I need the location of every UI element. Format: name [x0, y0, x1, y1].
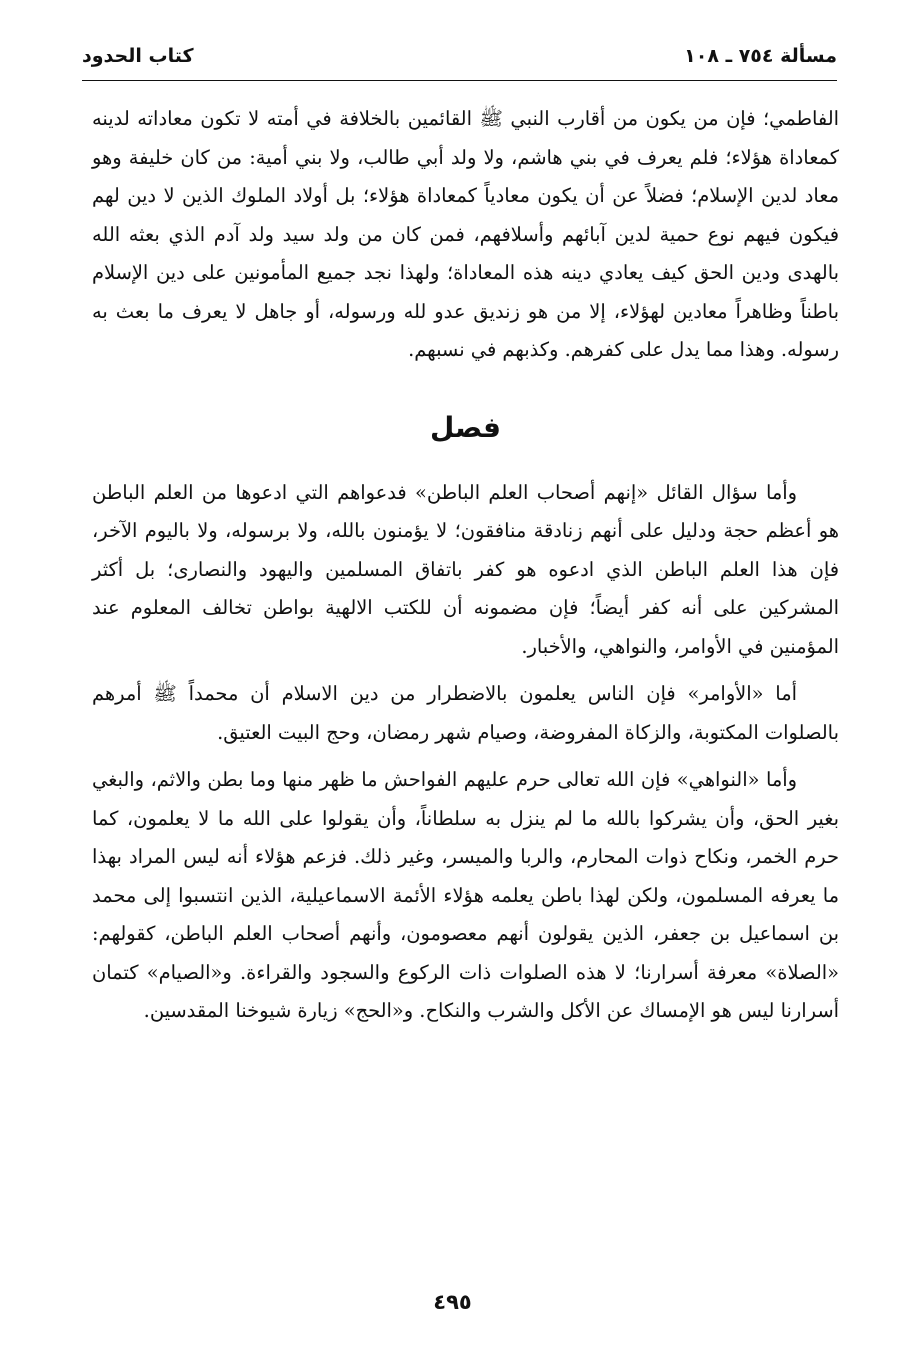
running-header — [82, 36, 837, 76]
page-body — [92, 100, 839, 1031]
header-book-title: كتاب الحدود — [82, 45, 194, 67]
header-rule — [82, 80, 837, 81]
header-issue-number: مسألة ٧٥٤ ـ ١٠٨ — [684, 45, 837, 67]
paragraph-continuation: الفاطمي؛ فإن من يكون من أقارب النبي ﷺ القائمين بالخلافة في أمته لا تكون معاداته لدينه كمعاداة هؤلاء؛ فلم يعرف في بني هاشم، ولا ولد أبي طالب، ولا بني أمية: من كان خليفة وهو معاد لدين الإسلام؛ فضلاً عن أن يكون معادياً كمعاداة هؤلاء؛ بل أولاد الملوك الذين لا دين لهم فيكون فيهم نوع حمية لدين آبائهم وأسلافهم، فمن كان من ولد سيد ولد آدم الذي بعثه الله بالهدى ودين الحق كيف يعادي دينه هذه المعاداة؛ ولهذا نجد جميع المأمونين على دين الإسلام باطناً وظاهراً معادين لهؤلاء، إلا من هو زنديق عدو لله ورسوله، أو جاهل لا يعرف ما بعث به رسوله. وهذا مما يدل على كفرهم. وكذبهم في نسبهم. — [92, 107, 839, 361]
paragraph-prohibitions: وأما «النواهي» فإن الله تعالى حرم عليهم الفواحش ما ظهر منها وما بطن والاثم، والبغي بغير الحق، وأن يشركوا بالله ما لم ينزل به سلطاناً، وأن يقولوا على الله ما لا يعلمون، كما حرم الخمر، ونكاح ذوات المحارم، والربا والميسر، وغير ذلك. فزعم هؤلاء أنه ليس المراد بهذا ما يعرفه المسلمون، ولكن لهذا باطن يعلمه هؤلاء الأئمة الاسماعيلية، الذين انتسبوا إلى محمد بن اسماعيل بن جعفر، الذين يقولون أنهم معصومون، وأنهم أصحاب العلم الباطن، كقولهم: «الصلاة» معرفة أسرارنا؛ لا هذه الصلوات ذات الركوع والسجود والقراءة. و«الصيام» كتمان أسرارنا ليس هو الإمساك عن الأكل والشرب والنكاح. و«الحج» زيارة شيوخنا المقدسين. — [92, 768, 839, 1022]
paragraph-commands: أما «الأوامر» فإن الناس يعلمون بالاضطرار من دين الاسلام أن محمداً ﷺ أمرهم بالصلوات المكتوبة، والزكاة المفروضة، وصيام شهر رمضان، وحج البيت العتيق. — [92, 682, 839, 744]
paragraph-batin-question: وأما سؤال القائل «إنهم أصحاب العلم الباطن» فدعواهم التي ادعوها من العلم الباطن هو أعظم حجة ودليل على أنهم زنادقة منافقون؛ لا يؤمنون بالله، ولا برسوله، ولا باليوم الآخر، فإن هذا العلم الباطن الذي ادعوه هو كفر باتفاق المسلمين واليهود والنصارى؛ بل أكثر المشركين على أنه كفر أيضاً؛ فإن مضمونه أن للكتب الالهية بواطن تخالف المعلوم عند المؤمنين في الأوامر، والنواهي، والأخبار. — [92, 480, 839, 658]
page-number: ٤٩٥ — [433, 1290, 472, 1314]
section-heading: فصل — [430, 410, 501, 444]
